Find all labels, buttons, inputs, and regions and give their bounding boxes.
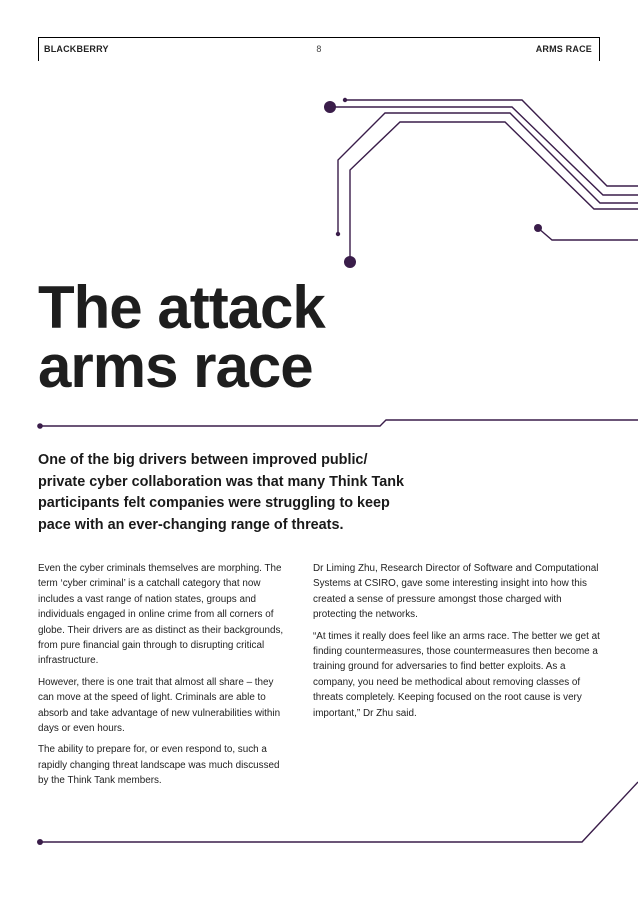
title-line-2: arms race [38,333,313,400]
right-column [313,561,603,727]
quote-paragraph: “At times it really does feel like an arms race. The better we get at finding countermeasures, those countermeasures then become a training ground for adversaries to find better exploits. As a company, you need be methodical about removing classes of threats completely. Keeping focused on the root cause is very important,” Dr Zhu said. [313,630,600,719]
body-paragraph: However, there is one trait that almost all share – they can move at the speed of light. Criminals are able to absorb and take advantage of new vulnerabilities within days or even hours. [38,676,281,735]
body-paragraph: The ability to prepare for, or even respond to, such a rapidly changing threat landscape was much discussed by the Think Tank members. [38,744,280,787]
body-paragraph: Even the cyber criminals themselves are morphing. The term ‘cyber criminal’ is a catchall category that now includes a vast range of nation states, groups and individuals engaged in online crime from all corners of globe. Their drivers are as distinct as their backgrounds, from pure financial gain through to disrupting critical infrastructure. [38,563,284,667]
title-line-1: The attack [38,274,325,341]
page-number: 8 [316,44,322,54]
page-title [38,274,325,400]
header-brand: BLACKBERRY [44,44,109,54]
header-section: ARMS RACE [535,44,592,54]
left-column [38,561,286,795]
body-paragraph: Dr Liming Zhu, Research Director of Software and Computational Systems at CSIRO, gave some interesting insight into how this created a sense of pressure amongst those charged with protecting the networks. [313,563,599,621]
intro-paragraph: One of the big drivers between improved public/ private cyber collaboration was that many Think Tank participants felt companies were struggling to keep pace with an ever-changing range of threats. [38,452,404,533]
